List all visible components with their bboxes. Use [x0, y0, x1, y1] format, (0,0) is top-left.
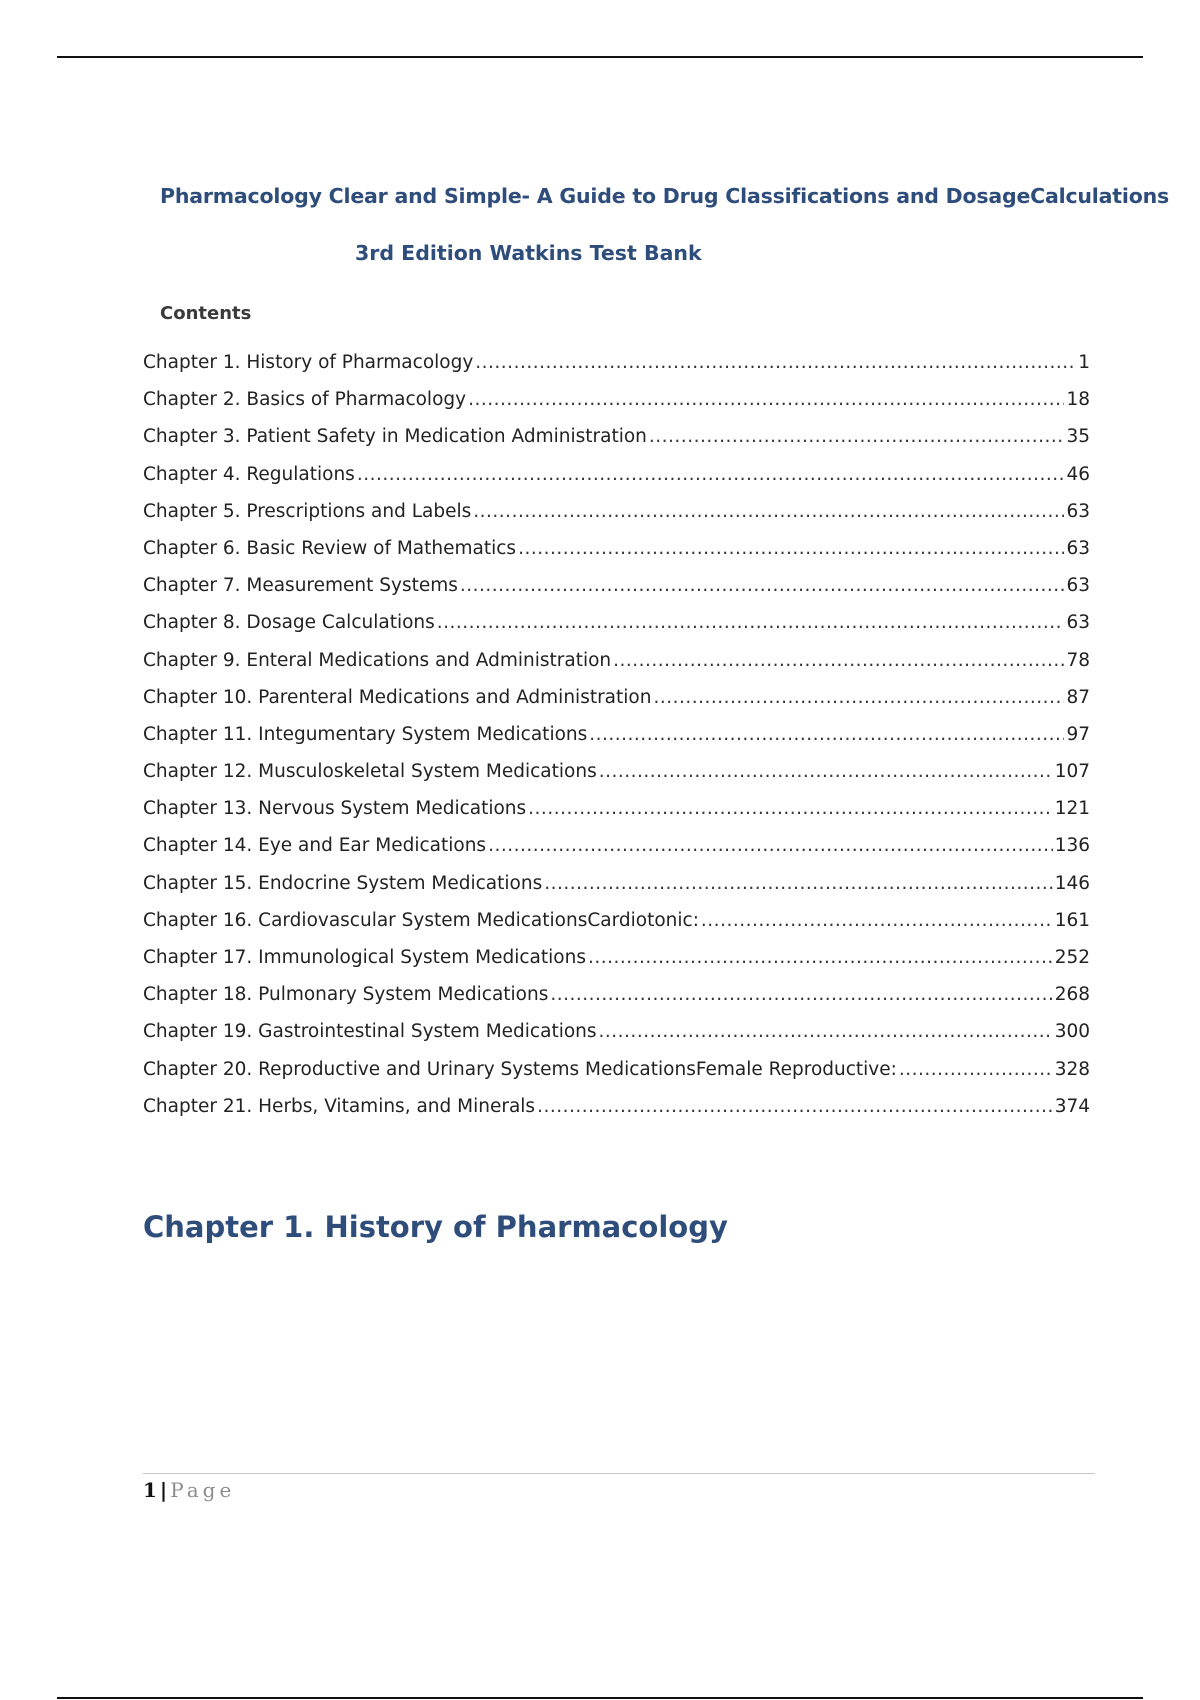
- toc-dot-leader: [599, 761, 1053, 782]
- toc-entry-page: 107: [1054, 761, 1090, 783]
- toc-dot-leader: [437, 612, 1065, 633]
- footer-rule: [143, 1473, 1095, 1474]
- toc-entry-title: Chapter 14. Eye and Ear Medications: [143, 835, 487, 857]
- toc-dot-leader: [488, 835, 1053, 856]
- toc-entry-page: 87: [1066, 686, 1090, 708]
- toc-entry-title: Chapter 6. Basic Review of Mathematics: [143, 537, 517, 559]
- toc-entry-title: Chapter 18. Pulmonary System Medications: [143, 984, 549, 1006]
- toc-entry[interactable]: [143, 947, 1090, 984]
- toc-dot-leader: [613, 650, 1064, 671]
- toc-dot-leader: [460, 575, 1065, 596]
- toc-entry-page: 63: [1066, 575, 1090, 597]
- toc-entry-title: Chapter 4. Regulations: [143, 463, 355, 485]
- toc-entry-title: Chapter 19. Gastrointestinal System Medications: [143, 1021, 597, 1043]
- toc-entry-page: 136: [1054, 835, 1090, 857]
- toc-entry-page: 374: [1054, 1095, 1090, 1117]
- toc-entry-page: 161: [1054, 909, 1090, 931]
- toc-entry[interactable]: [143, 538, 1090, 575]
- bottom-rule: [57, 1697, 1143, 1699]
- toc-entry-title: Chapter 8. Dosage Calculations: [143, 612, 435, 634]
- toc-entry[interactable]: [143, 724, 1090, 761]
- page-label: Page: [170, 1478, 236, 1502]
- toc-entry[interactable]: [143, 835, 1090, 872]
- footer-separator: |: [159, 1478, 168, 1502]
- toc-entry-page: 63: [1066, 537, 1090, 559]
- toc-entry-page: 78: [1066, 649, 1090, 671]
- toc-dot-leader: [528, 798, 1053, 819]
- toc-entry[interactable]: [143, 1059, 1090, 1096]
- toc-entry-title: Chapter 5. Prescriptions and Labels: [143, 500, 472, 522]
- toc-entry[interactable]: [143, 575, 1090, 612]
- toc-dot-leader: [649, 426, 1065, 447]
- toc-entry[interactable]: [143, 501, 1090, 538]
- contents-heading: Contents: [160, 303, 252, 324]
- toc-entry-page: 121: [1054, 798, 1090, 820]
- toc-dot-leader: [544, 873, 1052, 894]
- toc-entry-title: Chapter 3. Patient Safety in Medication Administration: [143, 426, 647, 448]
- toc-entry-title: Chapter 7. Measurement Systems: [143, 575, 458, 597]
- toc-entry-page: 146: [1054, 872, 1090, 894]
- toc-entry-title: Chapter 9. Enteral Medications and Administration: [143, 649, 612, 671]
- toc-entry[interactable]: [143, 1021, 1090, 1058]
- toc-dot-leader: [599, 1021, 1053, 1042]
- toc-entry-page: 328: [1054, 1058, 1090, 1080]
- toc-entry-page: 252: [1054, 947, 1090, 968]
- toc-entry-page: 35: [1066, 426, 1090, 448]
- toc-dot-leader: [588, 947, 1053, 968]
- toc-entry[interactable]: [143, 352, 1090, 389]
- toc-entry-title: Chapter 15. Endocrine System Medications: [143, 872, 543, 894]
- toc-dot-leader: [475, 352, 1076, 373]
- toc-entry[interactable]: [143, 650, 1090, 687]
- toc-entry-title: Chapter 12. Musculoskeletal System Medications: [143, 761, 597, 783]
- toc-entry[interactable]: [143, 798, 1090, 835]
- toc-entry-title: Chapter 2. Basics of Pharmacology: [143, 389, 467, 411]
- toc-entry-title: Chapter 10. Parenteral Medications and Administration: [143, 686, 652, 708]
- toc-dot-leader: [550, 984, 1052, 1005]
- toc-entry[interactable]: [143, 464, 1090, 501]
- toc-dot-leader: [899, 1059, 1053, 1080]
- top-rule: [57, 56, 1143, 58]
- toc-entry[interactable]: [143, 984, 1090, 1021]
- toc-entry[interactable]: [143, 389, 1090, 426]
- toc-entry-page: 97: [1066, 723, 1090, 745]
- toc-entry-title: Chapter 17. Immunological System Medications: [143, 947, 586, 968]
- toc-entry-title: Chapter 1. History of Pharmacology: [143, 352, 474, 373]
- toc-dot-leader: [537, 1096, 1053, 1117]
- toc-entry[interactable]: [143, 426, 1090, 463]
- toc-entry-page: 63: [1066, 500, 1090, 522]
- page-footer: [143, 1478, 235, 1502]
- toc-entry-page: 46: [1066, 463, 1090, 485]
- toc-dot-leader: [589, 724, 1064, 745]
- toc-dot-leader: [357, 464, 1065, 485]
- toc-dot-leader: [468, 389, 1064, 410]
- toc-entry-page: 63: [1066, 612, 1090, 634]
- toc-dot-leader: [518, 538, 1064, 559]
- toc-entry-title: Chapter 20. Reproductive and Urinary Systems MedicationsFemale Reproductive:: [143, 1058, 897, 1080]
- toc-entry-page: 1: [1078, 352, 1090, 373]
- page-number: 1: [143, 1478, 157, 1502]
- table-of-contents: [143, 352, 1090, 1133]
- chapter-heading: Chapter 1. History of Pharmacology: [143, 1210, 728, 1244]
- toc-entry-page: 268: [1054, 984, 1090, 1006]
- document-title: Pharmacology Clear and Simple- A Guide to Drug Classifications and DosageCalculations: [160, 184, 1169, 208]
- toc-entry-page: 18: [1066, 389, 1090, 411]
- toc-dot-leader: [701, 910, 1053, 931]
- toc-dot-leader: [473, 501, 1064, 522]
- toc-entry[interactable]: [143, 1096, 1090, 1133]
- toc-entry-title: Chapter 11. Integumentary System Medications: [143, 723, 588, 745]
- toc-dot-leader: [653, 687, 1064, 708]
- toc-entry-page: 300: [1054, 1021, 1090, 1043]
- toc-entry-title: Chapter 21. Herbs, Vitamins, and Minerals: [143, 1095, 536, 1117]
- toc-entry[interactable]: [143, 687, 1090, 724]
- toc-entry[interactable]: [143, 761, 1090, 798]
- toc-entry-title: Chapter 13. Nervous System Medications: [143, 798, 527, 820]
- toc-entry[interactable]: [143, 910, 1090, 947]
- toc-entry[interactable]: [143, 873, 1090, 910]
- document-subtitle: 3rd Edition Watkins Test Bank: [355, 241, 702, 265]
- toc-entry-title: Chapter 16. Cardiovascular System MedicationsCardiotonic:: [143, 909, 699, 931]
- toc-entry[interactable]: [143, 612, 1090, 649]
